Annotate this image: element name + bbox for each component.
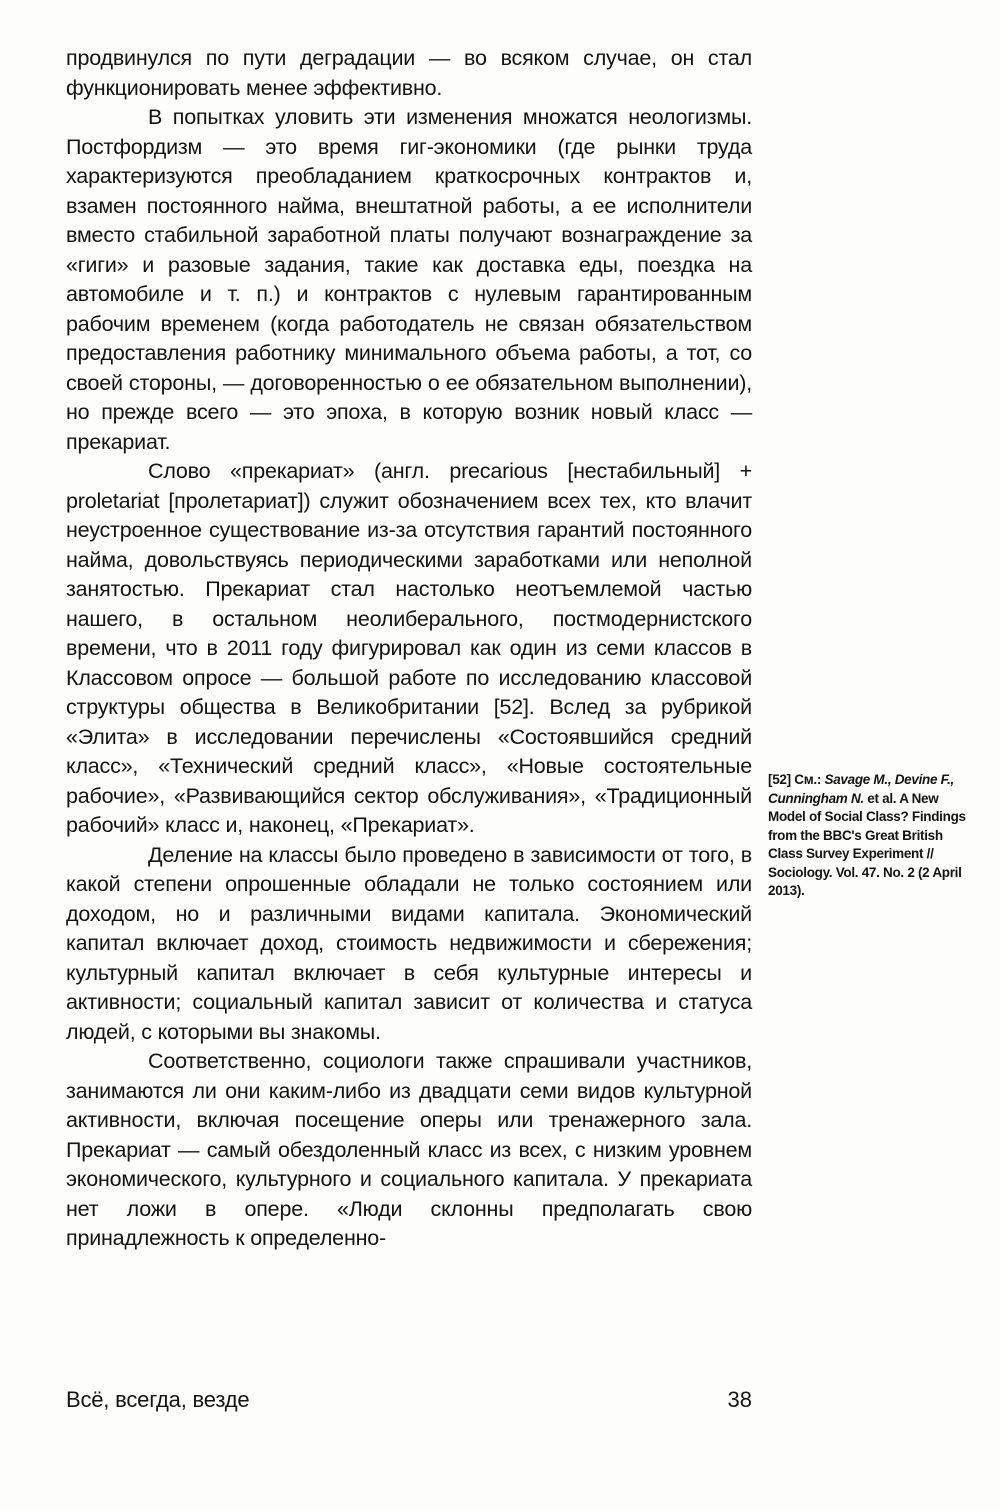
margin-footnote [768,771,968,901]
footnote-citation: et al. A New Model of Social Class? Findings from the BBC's Great British Class Survey Experiment // Sociology. Vol. 47. No. 2 (2 April 2013). [768,790,966,898]
paragraph-neologisms: В попытках уловить эти изменения множатся неологизмы. Постфордизм — это время гиг-экономики (где рынки труда характеризуются преобладанием краткосрочных контрактов и, взамен постоянного найма, внештатной работы, а ее исполнители вместо стабильной заработной платы получают вознаграждение за «гиги» и разовые задания, такие как доставка еды, поездка на автомобиле и т. п.) и контрактов с нулевым гарантированным рабочим временем (когда работодатель не связан обязательством предоставления работнику минимального объема работы, а тот, со своей стороны, — договоренностью о ее обязательном выполнении), но прежде всего — это эпоха, в которую возник новый класс — прекариат. [66,105,752,454]
paragraph-cultural-activity: Соответственно, социологи также спрашивали участников, занимаются ли они каким-либо из двадцати семи видов культурной активности, включая посещение оперы или тренажерного зала. Прекариат — самый обездоленный класс из всех, с низким уровнем экономического, культурного и социального капитала. У прекариата нет ложи в опере. «Люди склонны предполагать свою принадлежность к определенно- [66,1049,752,1250]
running-footer-title: Всё, всегда, везде [66,1387,250,1412]
paragraph-capital-types: Деление на классы было проведено в зависимости от того, в какой степени опрошенные обладали не только состоянием или доходом, но и различными видами капитала. Экономический капитал включает доход, стоимость недвижимости и сбережения; культурный капитал включает в себя культурные интересы и активности; социальный капитал зависит от количества и статуса людей, с которыми вы знакомы. [66,842,752,1044]
main-text-column [66,44,752,1254]
paragraph-continuation: продвинулся по пути деградации — во всяком случае, он стал функционировать менее эффективно. [66,46,752,100]
page-number: 38 [727,1387,752,1412]
paragraph-precariat-definition: Слово «прекариат» (англ. precarious [нестабильный] + proletariat [пролетариат]) служит обозначением всех тех, кто влачит неустроенное существование из-за отсутствия гарантий постоянного найма, довольствуясь периодическими заработками или неполной занятостью. Прекариат стал настолько неотъемлемой частью нашего, в остальном неолиберального, постмодернистского времени, что в 2011 году фигурировал как один из семи классов в Классовом опросе — большой работе по исследованию классовой структуры общества в Великобритании [52]. Вслед за рубрикой «Элита» в исследовании перечислены «Состоявшийся средний класс», «Технический средний класс», «Новые состоятельные рабочие», «Развивающийся сектор обслуживания», «Традиционный рабочий» класс и, наконец, «Прекариат». [66,459,752,837]
footnote-authors: Savage M., Devine F., Cunningham N. [768,772,955,806]
footnote-prefix: [52] См.: [768,772,825,787]
